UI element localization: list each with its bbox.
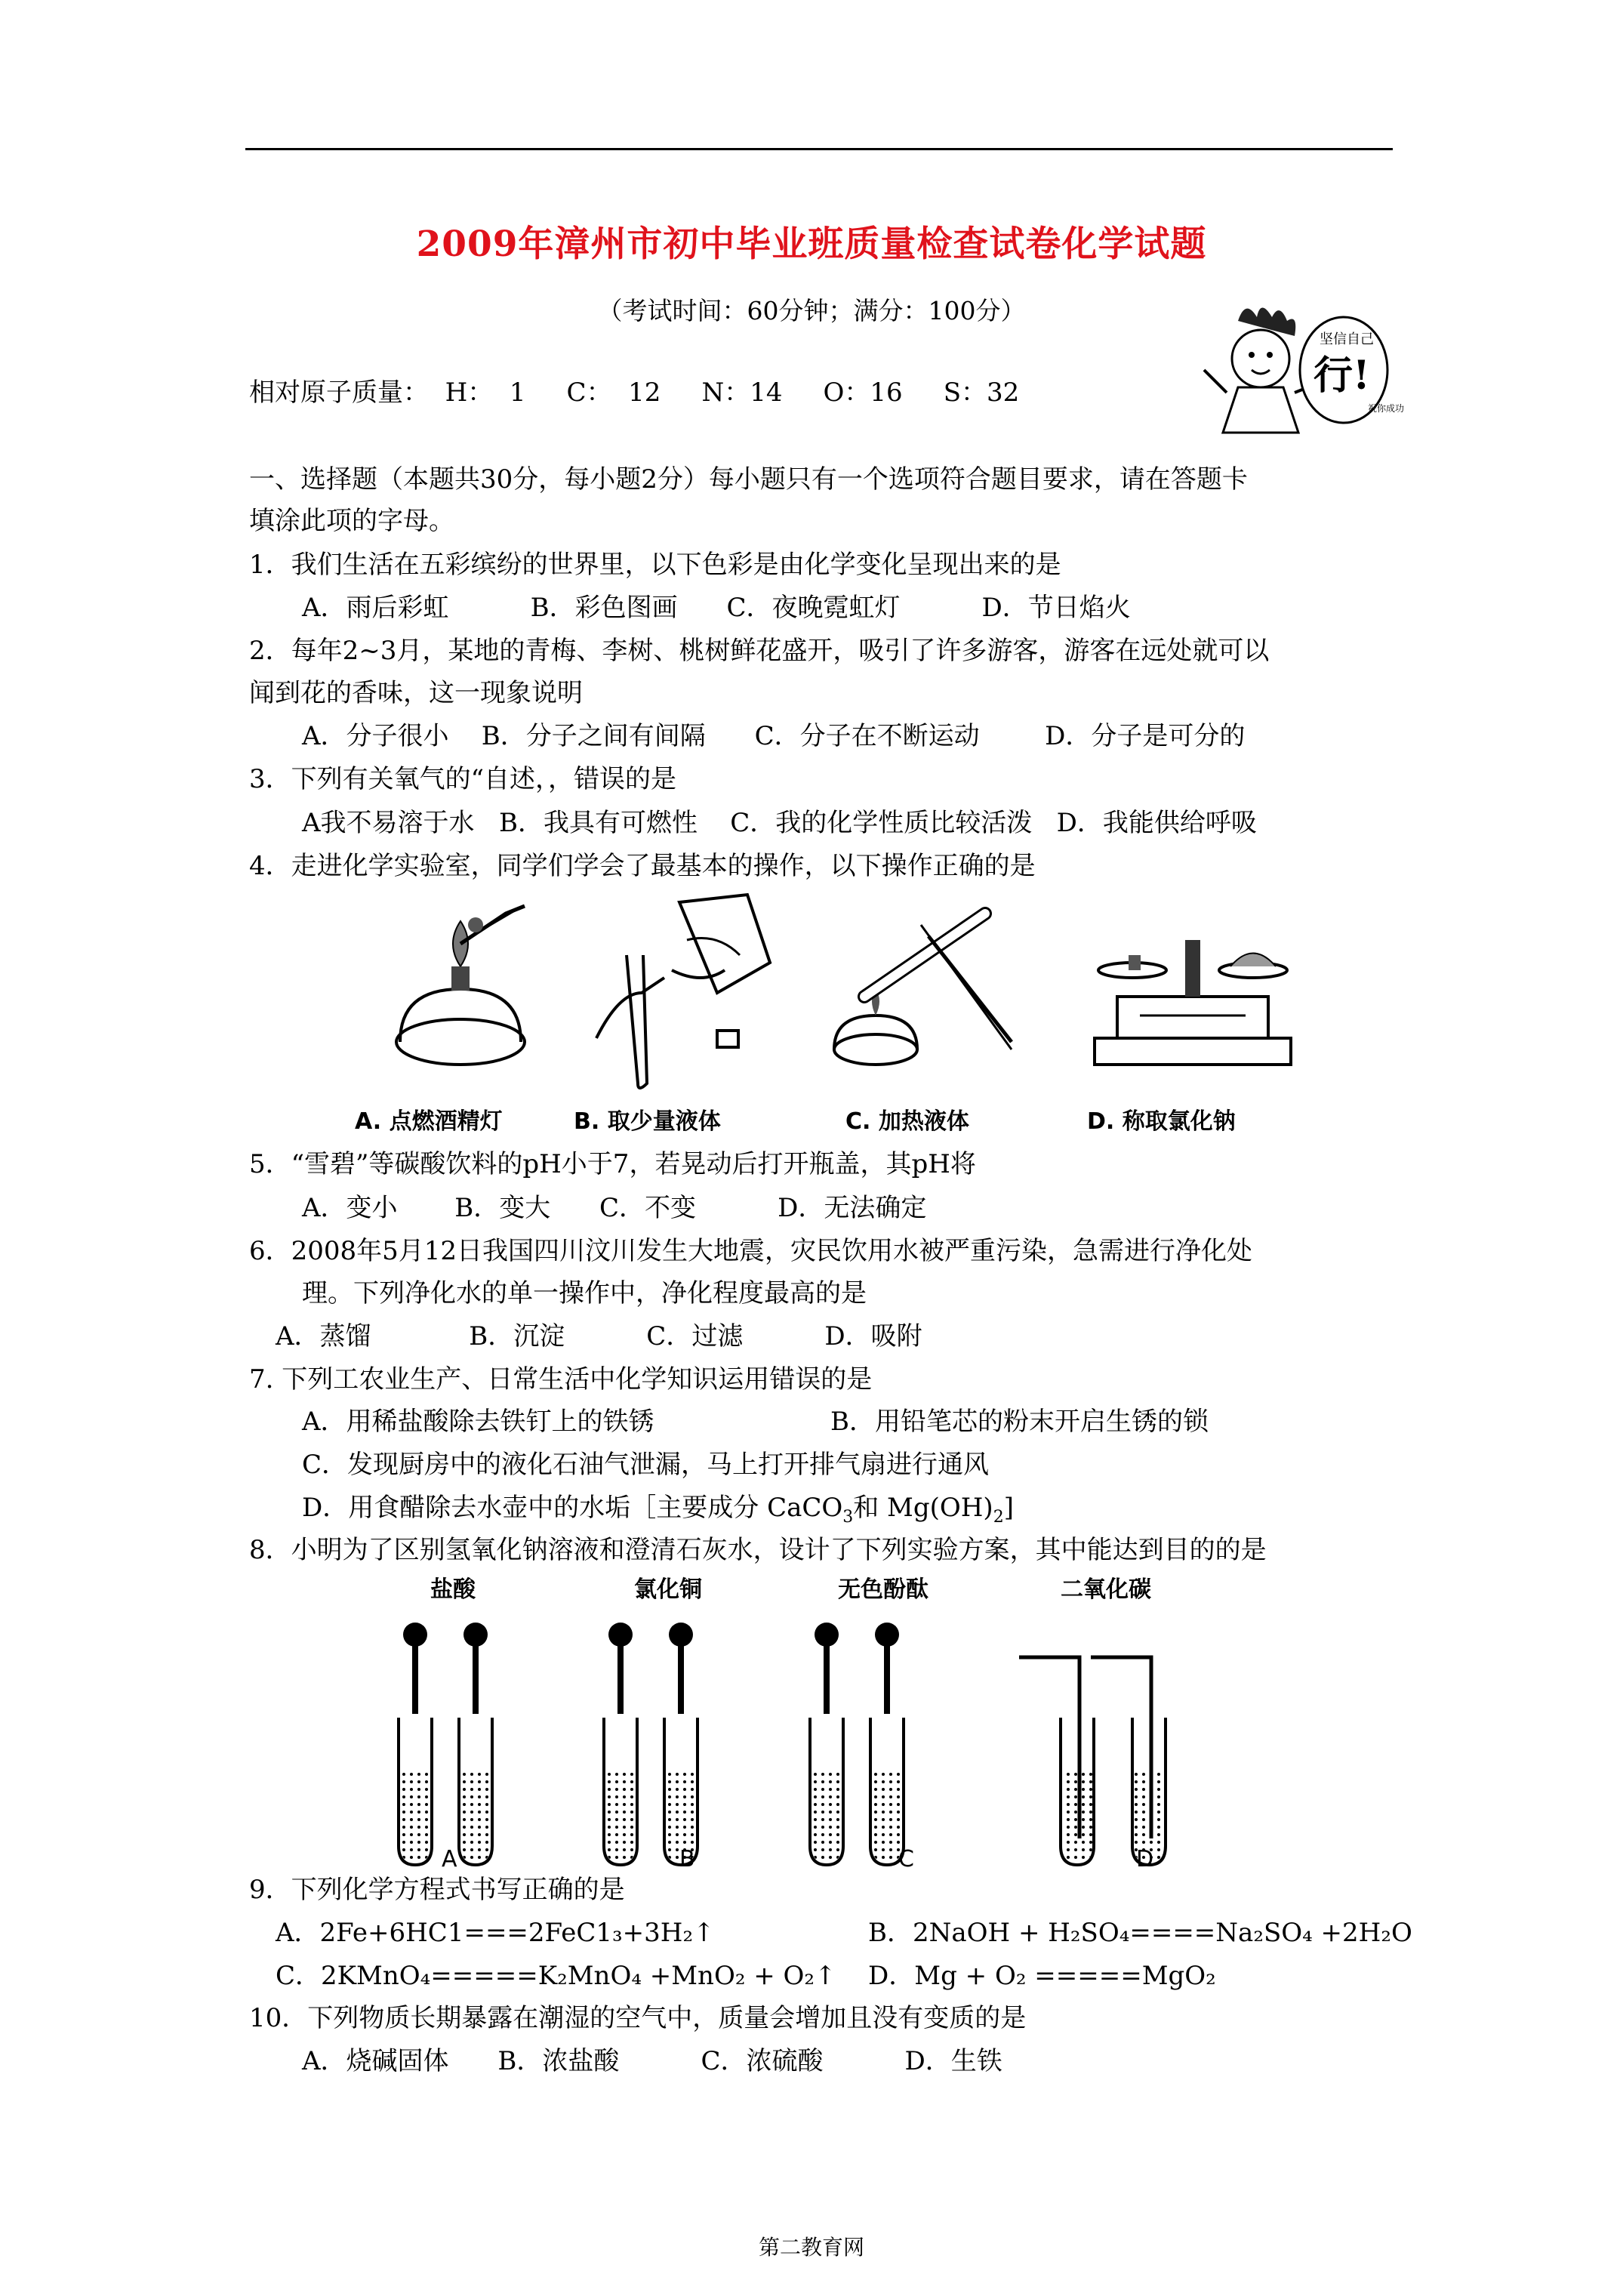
q8-letter-d: D bbox=[1136, 1846, 1154, 1872]
q6-stem-1: 6．2008年5月12日我国四川汶川发生大地震，灾民饮用水被严重污染，急需进行净化处 bbox=[249, 1236, 1253, 1266]
mascot-text: 坚信自己 bbox=[1320, 331, 1374, 347]
q1-options: A．雨后彩虹 B．彩色图画 C．夜晚霓虹灯 D．节日焰火 bbox=[302, 593, 1131, 623]
q1-stem: 1．我们生活在五彩缤纷的世界里，以下色彩是由化学变化呈现出来的是 bbox=[249, 550, 1061, 580]
q8-letter-c: C bbox=[898, 1846, 914, 1872]
q8-letter-a: A bbox=[442, 1846, 457, 1872]
q4-caption-a: A. 点燃酒精灯 bbox=[355, 1108, 503, 1135]
q9-stem: 9．下列化学方程式书写正确的是 bbox=[249, 1875, 625, 1905]
section-intro-2: 填涂此项的字母。 bbox=[249, 506, 454, 536]
mascot-small-text: 祝你成功 bbox=[1368, 403, 1405, 414]
q7-option-a: A．用稀盐酸除去铁钉上的铁锈 bbox=[302, 1407, 654, 1437]
q10-options: A．烧碱固体 B．浓盐酸 C．浓硫酸 D．生铁 bbox=[302, 2046, 1002, 2076]
q4-caption-b: B. 取少量液体 bbox=[574, 1108, 721, 1135]
q8-group-b bbox=[604, 1623, 698, 1865]
q9-option-b: B．2NaOH + H₂SO₄====Na₂SO₄ +2H₂O bbox=[868, 1918, 1412, 1948]
q2-options: A．分子很小 B．分子之间有间隔 C．分子在不断运动 D．分子是可分的 bbox=[302, 721, 1246, 751]
page-footer: 第二教育网 bbox=[758, 2235, 864, 2260]
q8-stem: 8．小明为了区别氢氧化钠溶液和澄清石灰水，设计了下列实验方案，其中能达到目的的是 bbox=[249, 1535, 1267, 1565]
balance-figure bbox=[1087, 925, 1298, 1076]
alcohol-lamp-figure bbox=[385, 891, 536, 1080]
mascot-image bbox=[1193, 298, 1405, 449]
q2-stem-2: 闻到花的香味，这一现象说明 bbox=[249, 678, 583, 708]
atomic-masses: 相对原子质量： H： 1 C： 12 N：14 O：16 S：32 bbox=[249, 378, 1020, 408]
q8-reagent-b: 氯化铜 bbox=[634, 1576, 702, 1603]
section-intro-1: 一、选择题（本题共30分，每小题2分）每小题只有一个选项符合题目要求，请在答题卡 bbox=[249, 464, 1248, 495]
q8-reagent-a: 盐酸 bbox=[430, 1576, 476, 1603]
exam-info: （考试时间：60分钟；满分：100分） bbox=[597, 296, 1026, 325]
q6-stem-2: 理。下列净化水的单一操作中，净化程度最高的是 bbox=[302, 1278, 867, 1308]
q8-group-d bbox=[1019, 1657, 1166, 1865]
q4-stem: 4．走进化学实验室，同学们学会了最基本的操作，以下操作正确的是 bbox=[249, 851, 1036, 881]
q7-option-d: D．用食醋除去水壶中的水垢［主要成分 CaCO$_3$和 $Mg(OH)_2$] bbox=[302, 1493, 1014, 1527]
q3-stem: 3．下列有关氧气的“自述，，错误的是 bbox=[249, 764, 677, 794]
top-rule bbox=[245, 148, 1393, 150]
q7-option-c: C．发现厨房中的液化石油气泄漏，马上打开排气扇进行通风 bbox=[302, 1450, 990, 1480]
q7-stem: 7. 下列工农业生产、日常生活中化学知识运用错误的是 bbox=[249, 1364, 873, 1395]
page-title: 2009年漳州市初中毕业班质量检查试卷化学试题 bbox=[416, 223, 1207, 265]
q8-experiment-figure bbox=[377, 1604, 1283, 1869]
q5-stem: 5．“雪碧”等碳酸饮料的pH小于7，若晃动后打开瓶盖，其pH将 bbox=[249, 1149, 976, 1179]
q8-reagent-d: 二氧化碳 bbox=[1061, 1576, 1151, 1603]
q2-stem-1: 2．每年2~3月，某地的青梅、李树、桃树鲜花盛开，吸引了许多游客，游客在远处就可以 bbox=[249, 636, 1270, 666]
q4-caption-d: D. 称取氯化钠 bbox=[1087, 1108, 1236, 1135]
q3-options: A我不易溶于水 B．我具有可燃性 C．我的化学性质比较活泼 D．我能供给呼吸 bbox=[302, 808, 1257, 838]
q8-letter-b: B bbox=[679, 1846, 695, 1872]
q10-stem: 10．下列物质长期暴露在潮湿的空气中，质量会增加且没有变质的是 bbox=[249, 2003, 1027, 2033]
q6-options: A．蒸馏 B．沉淀 C．过滤 D．吸附 bbox=[276, 1321, 922, 1351]
heating-liquid-figure bbox=[823, 891, 1027, 1080]
q5-options: A．变小 B．变大 C．不变 D．无法确定 bbox=[302, 1193, 927, 1223]
q9-option-a: A．2Fe+6HC1===2FeC1₃+3H₂↑ bbox=[276, 1918, 715, 1948]
q4-caption-c: C. 加热液体 bbox=[845, 1108, 969, 1135]
liquid-pouring-figure bbox=[581, 887, 785, 1087]
q8-group-a bbox=[399, 1623, 492, 1865]
q8-group-c bbox=[810, 1623, 904, 1865]
q7-option-b: B．用铅笔芯的粉末开启生锈的锁 bbox=[830, 1407, 1209, 1437]
q9-option-c: C．2KMnO₄=====K₂MnO₄ +MnO₂ + O₂↑ bbox=[276, 1961, 836, 1991]
q8-reagent-c: 无色酚酞 bbox=[838, 1576, 929, 1603]
q9-option-d: D．Mg + O₂ =====MgO₂ bbox=[868, 1961, 1216, 1991]
mascot-big-text: 行! bbox=[1313, 353, 1370, 399]
